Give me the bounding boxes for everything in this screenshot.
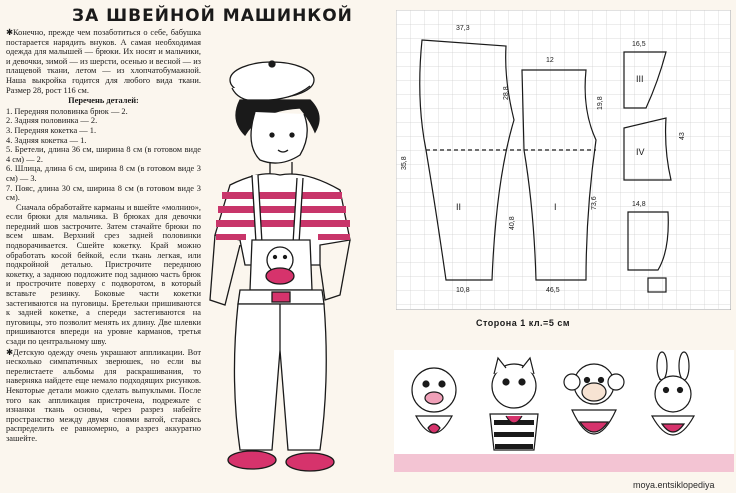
dim-label: 43 xyxy=(679,132,686,140)
dim-label: 73,6 xyxy=(591,196,598,210)
detail-item: 5. Бретели, длина 36 см, ширина 8 см (в готовом виде 4 см) — 2. xyxy=(6,145,201,164)
appliques-paragraph: ✱Детскую одежду очень украшают аппликации. Вот несколько симпатичных зверюшек, но если вы перелистаете альбомы для раскрашивания, то наверняка найдете еще немало подходящих рисунков. Некоторые детали можно сделать выпуклыми. После того как аппликация пристрочена, подрежьте с изнанки ткань основы, через разрез набейте пространство между двумя слоями ватой, стараясь распределить ее равномерно, а разрез аккуратно зашейте. xyxy=(6,347,201,443)
piece-label: IV xyxy=(636,147,645,157)
dim-label: 37,3 xyxy=(456,25,470,32)
piece-label: I xyxy=(554,202,557,212)
instructions-paragraph: Сначала обработайте карманы и вшейте «молнию», если брюки для мальчика. В брюках для девочки передний шов застрочите. Затем стачайте брюки по всем швам. Верхний срез задней половинки подворачивается. Сшейте кокетку. Край можно обработать косой бейкой, если ткань легкая, или подкройной деталью. Пристрочите переднюю кокетку, а заднюю подложите под заднюю часть брюк и прострочите поверху с подворотом, в который вставьте резинку. Боковые части кокетки застегиваются на пуговицы. Бретельки пришиваются к задней кокетке, а спереди застегиваются на пуговицы, это позволит менять их длину. Две шлевки пришиваются впереди на уровне карманов, третья сзади по центральному шву. xyxy=(6,202,201,346)
dim-label: 35,8 xyxy=(401,156,408,170)
applique-animals xyxy=(394,350,734,472)
detail-item: 3. Передняя кокетка — 1. xyxy=(6,125,97,135)
boy-illustration xyxy=(200,50,390,490)
dim-label: 28,8 xyxy=(503,86,510,100)
dim-label: 14,8 xyxy=(632,201,646,208)
detail-item: 2. Задняя половинка — 2. xyxy=(6,116,98,126)
sewing-pattern-grid xyxy=(396,10,731,310)
dim-label: 10,8 xyxy=(456,287,470,294)
detail-item: 7. Пояс, длина 30 см, ширина 8 см (в готовом виде 3 см). xyxy=(6,183,201,203)
article-text xyxy=(6,28,201,445)
dim-label: 19,8 xyxy=(597,96,604,110)
details-heading: Перечень деталей: xyxy=(68,96,139,106)
dim-label: 16,5 xyxy=(632,41,646,48)
pattern-caption: Сторона 1 кл.=5 см xyxy=(476,318,570,328)
intro-paragraph: ✱Конечно, прежде чем позаботиться о себе, бабушка постарается нарядить внуков. А самая необходимая одежда для малышей — брюки. Их носят и мальчики, и девочки, зимой — из шерсти, осенью и весной — из плащевой ткани, летом — из хлопчатобумажной. Наша выкройка годится для любого вида ткани. Размер 28, рост 116 см. xyxy=(6,28,201,95)
detail-item: 4. Задняя кокетка — 1. xyxy=(6,135,87,145)
credit-watermark: moya.entsiklopediya xyxy=(633,480,715,490)
detail-item: 1. Передняя половинка брюк — 2. xyxy=(6,106,128,116)
piece-label: III xyxy=(636,74,644,84)
piece-label: II xyxy=(456,202,462,212)
detail-item: 6. Шлица, длина 6 см, ширина 8 см (в готовом виде 3 см) — 3. xyxy=(6,164,201,183)
dim-label: 40,8 xyxy=(509,216,516,230)
dim-label: 12 xyxy=(546,57,554,64)
page-title: ЗА ШВЕЙНОЙ МАШИНКОЙ xyxy=(72,6,353,26)
dim-label: 46,5 xyxy=(546,287,560,294)
